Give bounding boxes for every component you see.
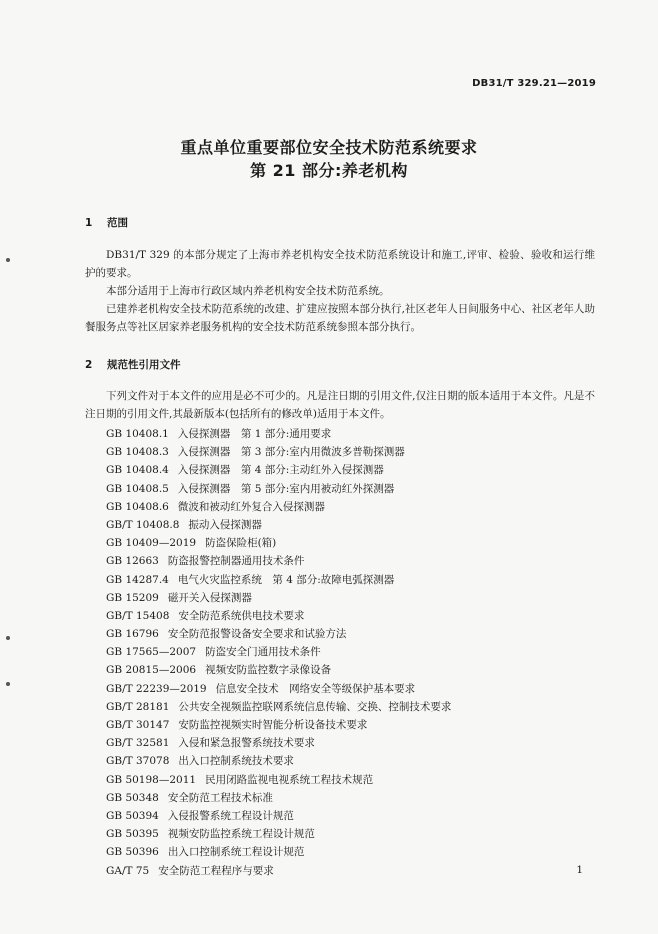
section-heading-references: [85, 357, 181, 372]
reference-item: [106, 643, 451, 661]
reference-item: [106, 698, 451, 716]
reference-code: GB 10409—2019: [106, 537, 197, 550]
reference-item: [106, 752, 451, 770]
reference-item: [106, 862, 451, 880]
reference-code: GB 14287.4: [106, 573, 169, 586]
reference-code: GB 50348: [106, 791, 159, 804]
reference-code: GB 15209: [106, 591, 159, 604]
reference-item: [106, 589, 451, 607]
reference-title: 视频安防监控数字录像设备: [205, 664, 332, 677]
reference-code: GB/T 37078: [106, 755, 170, 768]
reference-title: 出入口控制系统技术要求: [178, 755, 294, 768]
reference-code: GB 20815—2006: [106, 664, 197, 677]
scope-paragraph-2: 本部分适用于上海市行政区域内养老机构安全技术防范系统。: [106, 285, 390, 297]
reference-code: GB/T 28181: [106, 700, 170, 713]
reference-title: 入侵报警系统工程设计规范: [167, 809, 294, 822]
section-number: 2: [85, 359, 93, 371]
reference-code: GB 50394: [106, 809, 159, 822]
reference-title: 入侵探测器 第 5 部分:室内用被动红外探测器: [177, 482, 395, 495]
reference-item: [106, 607, 451, 625]
reference-title: 入侵探测器 第 1 部分:通用要求: [177, 428, 332, 440]
reference-title: 入侵探测器 第 4 部分:主动红外入侵探测器: [177, 464, 384, 477]
scan-dot: [6, 636, 10, 640]
reference-item: [106, 734, 451, 752]
reference-item: [106, 625, 451, 643]
scan-dot: [6, 682, 10, 686]
reference-title: 安全防范工程程序与要求: [158, 864, 274, 877]
reference-title: 微波和被动红外复合入侵探测器: [177, 500, 325, 513]
reference-code: GB 10408.3: [106, 446, 169, 459]
reference-title: 信息安全技术 网络安全等级保护基本要求: [215, 682, 416, 695]
reference-title: 出入口控制系统工程设计规范: [167, 846, 305, 859]
reference-item: [106, 661, 451, 679]
reference-title: 安防监控视频实时智能分析设备技术要求: [178, 719, 368, 731]
reference-code: GB 10408.4: [106, 464, 169, 477]
reference-code: GB 16796: [106, 628, 159, 641]
reference-item: [106, 571, 451, 589]
reference-item: [106, 425, 451, 443]
document-subtitle: 第 21 部分:养老机构: [250, 161, 408, 180]
reference-title: 入侵探测器 第 3 部分:室内用微波多普勒探测器: [177, 446, 405, 459]
references-intro: 下列文件对于本文件的应用是必不可少的。凡是注日期的引用文件,仅注日期的版本适用于本文件。凡是不注日期的引用文件,其最新版本(包括所有的修改单)适用于本文件。: [85, 390, 595, 420]
reference-code: GB 50198—2011: [106, 773, 197, 786]
reference-title: 磁开关入侵探测器: [167, 591, 252, 604]
reference-title: 防盗保险柜(箱): [205, 537, 277, 550]
reference-title: 视频安防监控系统工程设计规范: [167, 828, 315, 841]
reference-code: GB 50396: [106, 846, 159, 859]
reference-title: 安全防范报警设备安全要求和试验方法: [167, 628, 347, 641]
reference-code: GB/T 15408: [106, 609, 170, 622]
reference-item: [106, 789, 451, 807]
reference-list: [106, 425, 451, 880]
reference-item: [106, 680, 451, 698]
reference-title: 防盗安全门通用技术条件: [205, 646, 321, 659]
section-title: 范围: [107, 217, 128, 229]
section-heading-scope: [85, 215, 128, 230]
reference-item: [106, 807, 451, 825]
reference-item: [106, 461, 451, 479]
reference-item: [106, 843, 451, 861]
reference-code: GB 10408.6: [106, 500, 169, 513]
reference-title: 防盗报警控制器通用技术条件: [167, 555, 305, 568]
scope-paragraph-1: DB31/T 329 的本部分规定了上海市养老机构安全技术防范系统设计和施工,评审、检验、验收和运行维护的要求。: [85, 249, 595, 279]
reference-code: GB 17565—2007: [106, 646, 197, 659]
reference-code: GB/T 30147: [106, 719, 170, 731]
standard-code: DB31/T 329.21—2019: [472, 78, 596, 89]
section-title: 规范性引用文件: [107, 359, 181, 371]
page-number: 1: [576, 864, 583, 876]
scope-paragraph-3: 已建养老机构安全技术防范系统的改建、扩建应按照本部分执行,社区老年人日间服务中心、社区老年人助餐服务点等社区居家养老服务机构的安全技术防范系统参照本部分执行。: [85, 303, 595, 333]
reference-item: [106, 825, 451, 843]
reference-item: [106, 498, 451, 516]
reference-item: [106, 443, 451, 461]
reference-code: GB 50395: [106, 828, 159, 841]
reference-item: [106, 716, 451, 734]
document-title: 重点单位重要部位安全技术防范系统要求: [180, 138, 478, 157]
reference-item: [106, 480, 451, 498]
reference-title: 电气火灾监控系统 第 4 部分:故障电弧探测器: [177, 573, 395, 586]
reference-item: [106, 771, 451, 789]
reference-title: 公共安全视频监控联网系统信息传输、交换、控制技术要求: [178, 700, 452, 713]
reference-code: GB/T 32581: [106, 737, 170, 750]
reference-title: 安全防范系统供电技术要求: [178, 609, 305, 622]
reference-item: [106, 552, 451, 570]
reference-title: 入侵和紧急报警系统技术要求: [178, 737, 315, 750]
reference-code: GB/T 22239—2019: [106, 682, 207, 695]
reference-code: GB/T 10408.8: [106, 518, 180, 531]
reference-code: GA/T 75: [106, 864, 150, 877]
reference-code: GB 12663: [106, 555, 159, 568]
reference-item: [106, 516, 451, 534]
reference-code: GB 10408.5: [106, 482, 169, 495]
reference-code: GB 10408.1: [106, 428, 169, 440]
section-number: 1: [85, 217, 93, 229]
reference-title: 民用闭路监视电视系统工程技术规范: [205, 773, 374, 786]
reference-title: 安全防范工程技术标准: [167, 791, 273, 804]
reference-title: 振动入侵探测器: [188, 518, 262, 531]
reference-item: [106, 534, 451, 552]
scan-dot: [6, 258, 10, 262]
